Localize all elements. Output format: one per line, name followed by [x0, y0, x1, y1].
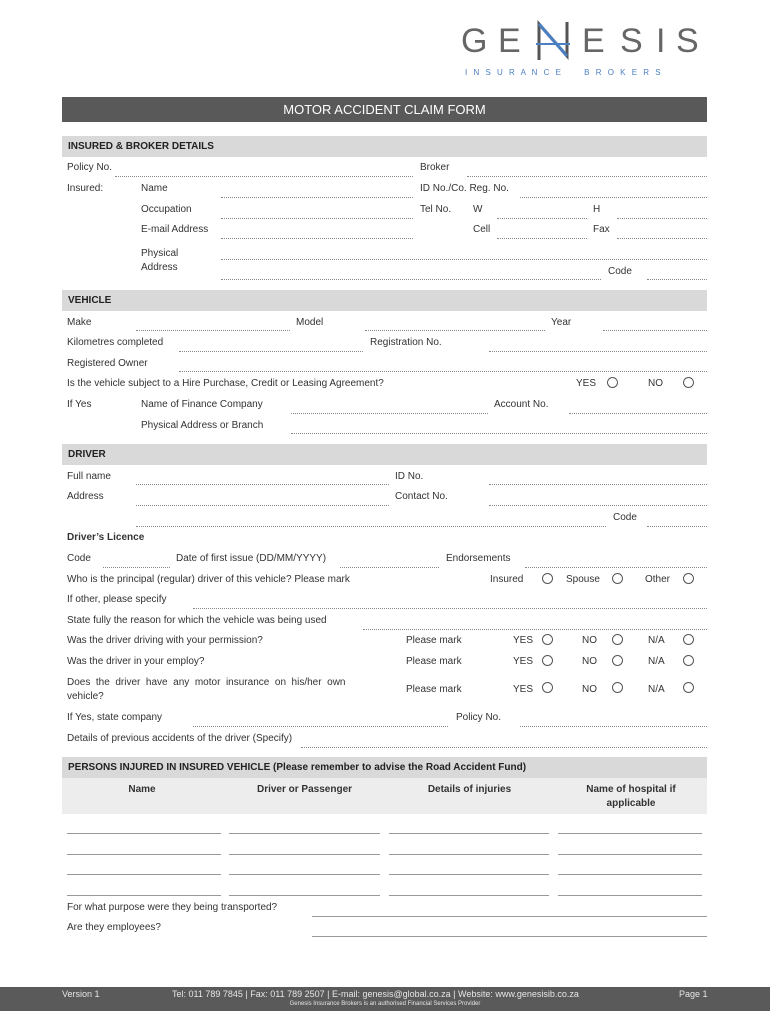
physical-label: Physical — [141, 248, 179, 259]
driver-policy-no-label: Policy No. — [456, 712, 502, 723]
id-no-label: ID No./Co. Reg. No. — [420, 183, 509, 194]
permission-question: Was the driver driving with your permission? — [67, 635, 263, 646]
footer-contact: Tel: 011 789 7845 | Fax: 011 789 2507 | E-mail: genesis@global.co.za | Website: www.genesisib.co.za — [172, 989, 579, 999]
persons-table-header — [62, 778, 707, 814]
employ-na-label: N/A — [648, 656, 665, 667]
reason-label: State fully the reason for which the vehicle was being used — [67, 615, 327, 626]
broker-field[interactable] — [467, 176, 707, 177]
tel-h-label: H — [593, 204, 601, 215]
logo-letter-s: S — [620, 22, 643, 60]
account-no-label: Account No. — [494, 399, 549, 410]
cell-field[interactable] — [497, 238, 587, 239]
company-field[interactable] — [193, 726, 448, 727]
contact-no-label: Contact No. — [395, 491, 448, 502]
phys-branch-label: Physical Address or Branch — [141, 420, 264, 431]
employ-na-radio[interactable] — [683, 655, 694, 666]
employees-field[interactable] — [312, 936, 707, 937]
purpose-field[interactable] — [312, 916, 707, 917]
row3-driver-field[interactable] — [229, 874, 380, 875]
col-name: Name — [128, 784, 156, 795]
row1-name-field[interactable] — [67, 833, 221, 834]
company-label: If Yes, state company — [67, 712, 163, 723]
row2-hospital-field[interactable] — [558, 854, 702, 855]
driver-address-label: Address — [67, 491, 104, 502]
insured-label: Insured: — [67, 183, 104, 194]
prev-accidents-label: Details of previous accidents of the driver (Specify) — [67, 733, 293, 744]
tel-w-label: W — [473, 204, 483, 215]
row3-name-field[interactable] — [67, 874, 221, 875]
row1-details-field[interactable] — [389, 833, 549, 834]
form-title: MOTOR ACCIDENT CLAIM FORM — [283, 102, 486, 117]
physical-address-field-1[interactable] — [221, 259, 707, 260]
row1-driver-field[interactable] — [229, 833, 380, 834]
reg-no-field[interactable] — [489, 351, 707, 352]
principal-spouse-radio[interactable] — [612, 573, 623, 584]
col-driver-passenger: Driver or Passenger — [256, 784, 353, 795]
row1-hospital-field[interactable] — [558, 833, 702, 834]
year-field[interactable] — [603, 330, 707, 331]
licence-code-label: Code — [67, 553, 91, 564]
hire-yes-label: YES — [576, 378, 597, 389]
owner-label: Registered Owner — [67, 358, 148, 369]
row4-details-field[interactable] — [389, 895, 549, 896]
licence-code-field[interactable] — [103, 567, 170, 568]
section-vehicle-header — [62, 290, 707, 311]
name-field[interactable] — [221, 197, 413, 198]
endorsements-label: Endorsements — [446, 553, 511, 564]
fax-label: Fax — [593, 224, 610, 235]
reason-field[interactable] — [363, 629, 707, 630]
phys-branch-field[interactable] — [291, 433, 707, 434]
driver-address-field-1[interactable] — [136, 505, 389, 506]
owner-field[interactable] — [179, 371, 707, 372]
row2-driver-field[interactable] — [229, 854, 380, 855]
model-label: Model — [296, 317, 324, 328]
driver-id-field[interactable] — [489, 484, 707, 485]
permission-please-mark: Please mark — [406, 635, 462, 646]
email-label: E-mail Address — [141, 224, 209, 235]
make-label: Make — [67, 317, 92, 328]
policy-no-label: Policy No. — [67, 162, 113, 173]
insurance-no-label: NO — [582, 684, 597, 695]
driver-code-field[interactable] — [647, 526, 707, 527]
driver-address-field-2[interactable] — [136, 526, 606, 527]
tel-h-field[interactable] — [617, 218, 707, 219]
name-label: Name — [141, 183, 168, 194]
footer-version: Version 1 — [62, 989, 100, 999]
prev-accidents-field[interactable] — [301, 747, 707, 748]
purpose-label: For what purpose were they being transported? — [67, 902, 278, 913]
cell-label: Cell — [473, 224, 491, 235]
principal-insured-label: Insured — [490, 574, 524, 585]
principal-spouse-label: Spouse — [566, 574, 600, 585]
km-field[interactable] — [179, 351, 363, 352]
insurance-na-radio[interactable] — [683, 682, 694, 693]
hire-question: Is the vehicle subject to a Hire Purchase, Credit or Leasing Agreement? — [67, 378, 384, 389]
code-field[interactable] — [647, 279, 707, 280]
insurance-no-radio[interactable] — [612, 682, 623, 693]
finance-co-field[interactable] — [291, 413, 488, 414]
reg-no-label: Registration No. — [370, 337, 442, 348]
full-name-field[interactable] — [136, 484, 389, 485]
insurance-na-label: N/A — [648, 684, 665, 695]
fax-field[interactable] — [617, 238, 707, 239]
contact-no-field[interactable] — [489, 505, 707, 506]
row3-hospital-field[interactable] — [558, 874, 702, 875]
logo-letter-e: E — [498, 22, 521, 60]
col-hospital-line1: Name of hospital if — [586, 784, 676, 795]
principal-other-label: Other — [645, 574, 671, 585]
section-persons-header — [62, 757, 707, 778]
principal-insured-radio[interactable] — [542, 573, 553, 584]
row4-hospital-field[interactable] — [558, 895, 702, 896]
tel-no-label: Tel No. — [420, 204, 452, 215]
logo-letter-s2: S — [676, 22, 699, 60]
insurance-please-mark: Please mark — [406, 684, 462, 695]
principal-question: Who is the principal (regular) driver of this vehicle? Please mark — [67, 574, 350, 585]
if-yes-label: If Yes — [67, 399, 92, 410]
address-label: Address — [141, 262, 178, 273]
permission-yes-label: YES — [513, 635, 534, 646]
principal-other-radio[interactable] — [683, 573, 694, 584]
broker-label: Broker — [420, 162, 450, 173]
insurance-yes-label: YES — [513, 684, 534, 695]
endorsements-field[interactable] — [525, 567, 707, 568]
logo-letter-i: I — [656, 22, 666, 60]
form-title-bar — [62, 97, 707, 122]
id-no-field[interactable] — [520, 197, 707, 198]
insurance-question-line2: vehicle? — [67, 691, 104, 702]
hire-yes-radio[interactable] — [607, 377, 618, 388]
finance-co-label: Name of Finance Company — [141, 399, 263, 410]
driver-code-label: Code — [613, 512, 637, 523]
driver-id-label: ID No. — [395, 471, 424, 482]
make-field[interactable] — [136, 330, 290, 331]
logo-subtitle: I N S U R A N C E B R O K E R S — [465, 68, 663, 77]
row2-details-field[interactable] — [389, 854, 549, 855]
hire-no-radio[interactable] — [683, 377, 694, 388]
insurance-yes-radio[interactable] — [542, 682, 553, 693]
permission-yes-radio[interactable] — [542, 634, 553, 645]
logo-letter-e2: E — [582, 22, 605, 60]
licence-heading: Driver’s Licence — [67, 532, 145, 543]
if-other-label: If other, please specify — [67, 594, 167, 605]
section-persons-title: PERSONS INJURED IN INSURED VEHICLE (Please remember to advise the Road Accident Fund) — [68, 762, 527, 773]
code-label: Code — [608, 266, 632, 277]
date-issue-field[interactable] — [340, 567, 439, 568]
permission-no-label: NO — [582, 635, 597, 646]
employ-no-radio[interactable] — [612, 655, 623, 666]
section-insured-title: INSURED & BROKER DETAILS — [68, 141, 214, 152]
occupation-field[interactable] — [221, 218, 413, 219]
driver-policy-no-field[interactable] — [520, 726, 707, 727]
employ-please-mark: Please mark — [406, 656, 462, 667]
section-insured-header — [62, 136, 707, 157]
insurance-question-line1: Does the driver have any motor insurance on his/her own — [67, 677, 346, 688]
employees-label: Are they employees? — [67, 922, 161, 933]
footer-fsp: Genesis Insurance Brokers is an authorised Financial Services Provider — [289, 1001, 481, 1007]
row2-name-field[interactable] — [67, 854, 221, 855]
employ-yes-radio[interactable] — [542, 655, 553, 666]
logo-n-mark — [534, 18, 574, 62]
permission-na-radio[interactable] — [683, 634, 694, 645]
email-field[interactable] — [221, 238, 413, 239]
if-other-field[interactable] — [193, 608, 707, 609]
row3-details-field[interactable] — [389, 874, 549, 875]
date-issue-label: Date of first issue (DD/MM/YYYY) — [176, 553, 327, 564]
permission-no-radio[interactable] — [612, 634, 623, 645]
section-driver-header — [62, 444, 707, 465]
occupation-label: Occupation — [141, 204, 192, 215]
model-field[interactable] — [365, 330, 545, 331]
permission-na-label: N/A — [648, 635, 665, 646]
year-label: Year — [551, 317, 572, 328]
col-hospital-line2: applicable — [606, 798, 656, 809]
row4-name-field[interactable] — [67, 895, 221, 896]
full-name-label: Full name — [67, 471, 111, 482]
policy-no-field[interactable] — [115, 176, 413, 177]
account-no-field[interactable] — [569, 413, 707, 414]
hire-no-label: NO — [648, 378, 663, 389]
employ-question: Was the driver in your employ? — [67, 656, 205, 667]
section-driver-title: DRIVER — [68, 449, 106, 460]
col-injury-details: Details of injuries — [427, 784, 512, 795]
section-vehicle-title: VEHICLE — [68, 295, 112, 306]
logo-letter-g: G — [461, 22, 488, 60]
page-footer — [0, 987, 770, 1011]
physical-address-field-2[interactable] — [221, 279, 601, 280]
km-label: Kilometres completed — [67, 337, 164, 348]
row4-driver-field[interactable] — [229, 895, 380, 896]
footer-page: Page 1 — [679, 989, 708, 999]
employ-no-label: NO — [582, 656, 597, 667]
employ-yes-label: YES — [513, 656, 534, 667]
tel-w-field[interactable] — [497, 218, 587, 219]
